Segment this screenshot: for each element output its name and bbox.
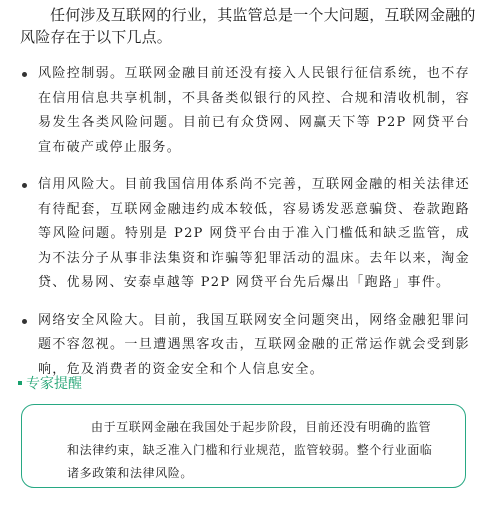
bullet-icon <box>22 319 27 324</box>
list-item <box>38 173 470 296</box>
bullet-icon <box>22 183 27 188</box>
expert-tips-title: 专家提醒 <box>26 376 82 392</box>
risk-text: 信用风险大。目前我国信用体系尚不完善，互联网金融的相关法律还有待配套，互联网金融违约成本较低，容易诱发恶意骗贷、卷款跑路等风险问题。特别是 P2P 网贷平台由于准入门槛低和缺乏监管，成为不法分子从事非法集资和诈骗等犯罪活动的温床。去年以来，淘金贷、优易网、安泰卓越等 P2P 网贷平台先后爆出「跑路」事件。 <box>38 177 470 290</box>
square-marker-icon <box>18 381 22 385</box>
risk-text: 风险控制弱。互联网金融目前还没有接入人民银行征信系统，也不存在信用信息共享机制，不具备类似银行的风控、合规和清收机制，容易发生各类风险问题。目前已有众贷网、网赢天下等 P2P 网贷平台宣布破产或停止服务。 <box>38 66 470 155</box>
list-item <box>38 309 470 383</box>
bullet-icon <box>22 72 27 77</box>
expert-tips-heading <box>18 373 82 393</box>
expert-tips-box <box>21 404 466 488</box>
risk-list <box>0 62 500 395</box>
list-item <box>38 62 470 160</box>
risk-text: 网络安全风险大。目前，我国互联网安全问题突出，网络金融犯罪问题不容忽视。一旦遭遇黑客攻击，互联网金融的正常运作就会受到影响，危及消费者的资金安全和个人信息安全。 <box>38 312 470 377</box>
expert-tips-text: 由于互联网金融在我国处于起步阶段，目前还没有明确的监管和法律约束，缺乏准入门槛和行业规范，监管较弱。整个行业面临诸多政策和法律风险。 <box>67 420 433 480</box>
intro-paragraph: 任何涉及互联网的行业，其监管总是一个大问题，互联网金融的风险存在于以下几点。 <box>20 6 476 46</box>
